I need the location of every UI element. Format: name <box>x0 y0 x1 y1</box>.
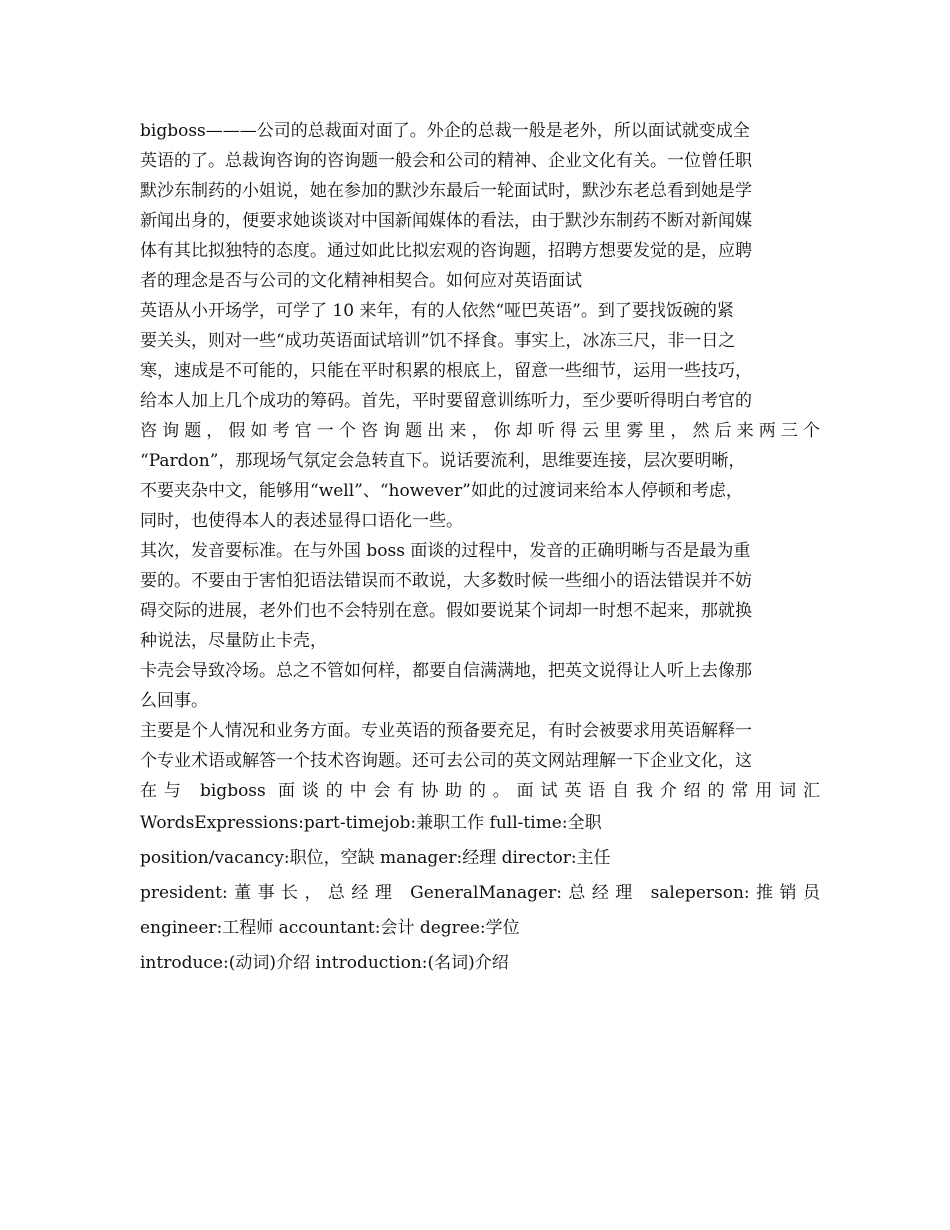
vocab-line: introduce:(动词)介绍 introduction:(名词)介绍 <box>140 953 509 973</box>
vocab-line: engineer:工程师 accountant:会计 degree:学位 <box>140 918 520 938</box>
text-line: 卡壳会导致冷场。总之不管如何样，都要自信满满地，把英文说得让人听上去像那 <box>140 661 752 681</box>
text-line: 者的理念是否与公司的文化精神相契合。如何应对英语面试 <box>140 271 582 291</box>
paragraph-listening-skills <box>140 296 820 536</box>
text-line: 默沙东制药的小姐说，她在参加的默沙东最后一轮面试时，默沙东老总看到她是学 <box>140 181 752 201</box>
text-line: 要关头，则对一些“成功英语面试培训”饥不择食。事实上，冰冻三尺，非一日之 <box>140 331 736 351</box>
vocab-line: position/vacancy:职位，空缺 manager:经理 director:主任 <box>140 848 611 868</box>
text-line: 给本人加上几个成功的筹码。首先，平时要留意训练听力，至少要听得明白考官的 <box>140 391 752 411</box>
text-line: 体有其比拟独特的态度。通过如此比拟宏观的咨询题，招聘方想要发觉的是，应聘 <box>140 241 752 261</box>
text-line: 寒，速成是不可能的，只能在平时积累的根底上，留意一些细节，运用一些技巧， <box>140 361 752 381</box>
paragraph-bigboss-interview <box>140 116 820 296</box>
text-line: 英语的了。总裁询咨询的咨询题一般会和公司的精神、企业文化有关。一位曾任职 <box>140 151 752 171</box>
text-line: 么回事。 <box>140 691 208 711</box>
text-line: bigboss———公司的总裁面对面了。外企的总裁一般是老外，所以面试就变成全 <box>140 121 750 141</box>
vocabulary-list <box>140 806 820 981</box>
text-line: 要的。不要由于害怕犯语法错误而不敢说，大多数时候一些细小的语法错误并不妨 <box>140 571 752 591</box>
paragraph-professional-english <box>140 716 820 806</box>
text-line: 咨询题，假如考官一个咨询题出来，你却听得云里雾里，然后来两三个 <box>140 421 820 441</box>
paragraph-pronunciation <box>140 536 820 656</box>
text-line: 在与 bigboss 面谈的中会有协助的。面试英语自我介绍的常用词汇 <box>140 781 820 801</box>
text-line: 主要是个人情况和业务方面。专业英语的预备要充足，有时会被要求用英语解释一 <box>140 721 752 741</box>
text-line: 英语从小开场学，可学了 10 来年，有的人依然“哑巴英语”。到了要找饭碗的紧 <box>140 301 734 321</box>
text-line: 同时，也使得本人的表述显得口语化一些。 <box>140 511 463 531</box>
vocab-line: president:董事长，总经理 GeneralManager:总经理 saleperson:推销员 <box>140 883 820 903</box>
text-line: “Pardon”，那现场气氛定会急转直下。说话要流利，思维要连接，层次要明晰， <box>140 451 746 471</box>
text-line: 个专业术语或解答一个技术咨询题。还可去公司的英文网站理解一下企业文化，这 <box>140 751 752 771</box>
text-line: 种说法，尽量防止卡壳， <box>140 631 327 651</box>
text-line: 不要夹杂中文，能够用“well”、“however”如此的过渡词来给本人停顿和考虑， <box>140 481 743 501</box>
text-line: 碍交际的进展，老外们也不会特别在意。假如要说某个词却一时想不起来，那就换 <box>140 601 752 621</box>
document-body <box>140 116 820 981</box>
vocab-line: WordsExpressions:part-timejob:兼职工作 full-time:全职 <box>140 813 602 833</box>
paragraph-confidence <box>140 656 820 716</box>
text-line: 其次，发音要标准。在与外国 boss 面谈的过程中，发音的正确明晰与否是最为重 <box>140 541 751 561</box>
text-line: 新闻出身的，便要求她谈谈对中国新闻媒体的看法，由于默沙东制药不断对新闻媒 <box>140 211 752 231</box>
